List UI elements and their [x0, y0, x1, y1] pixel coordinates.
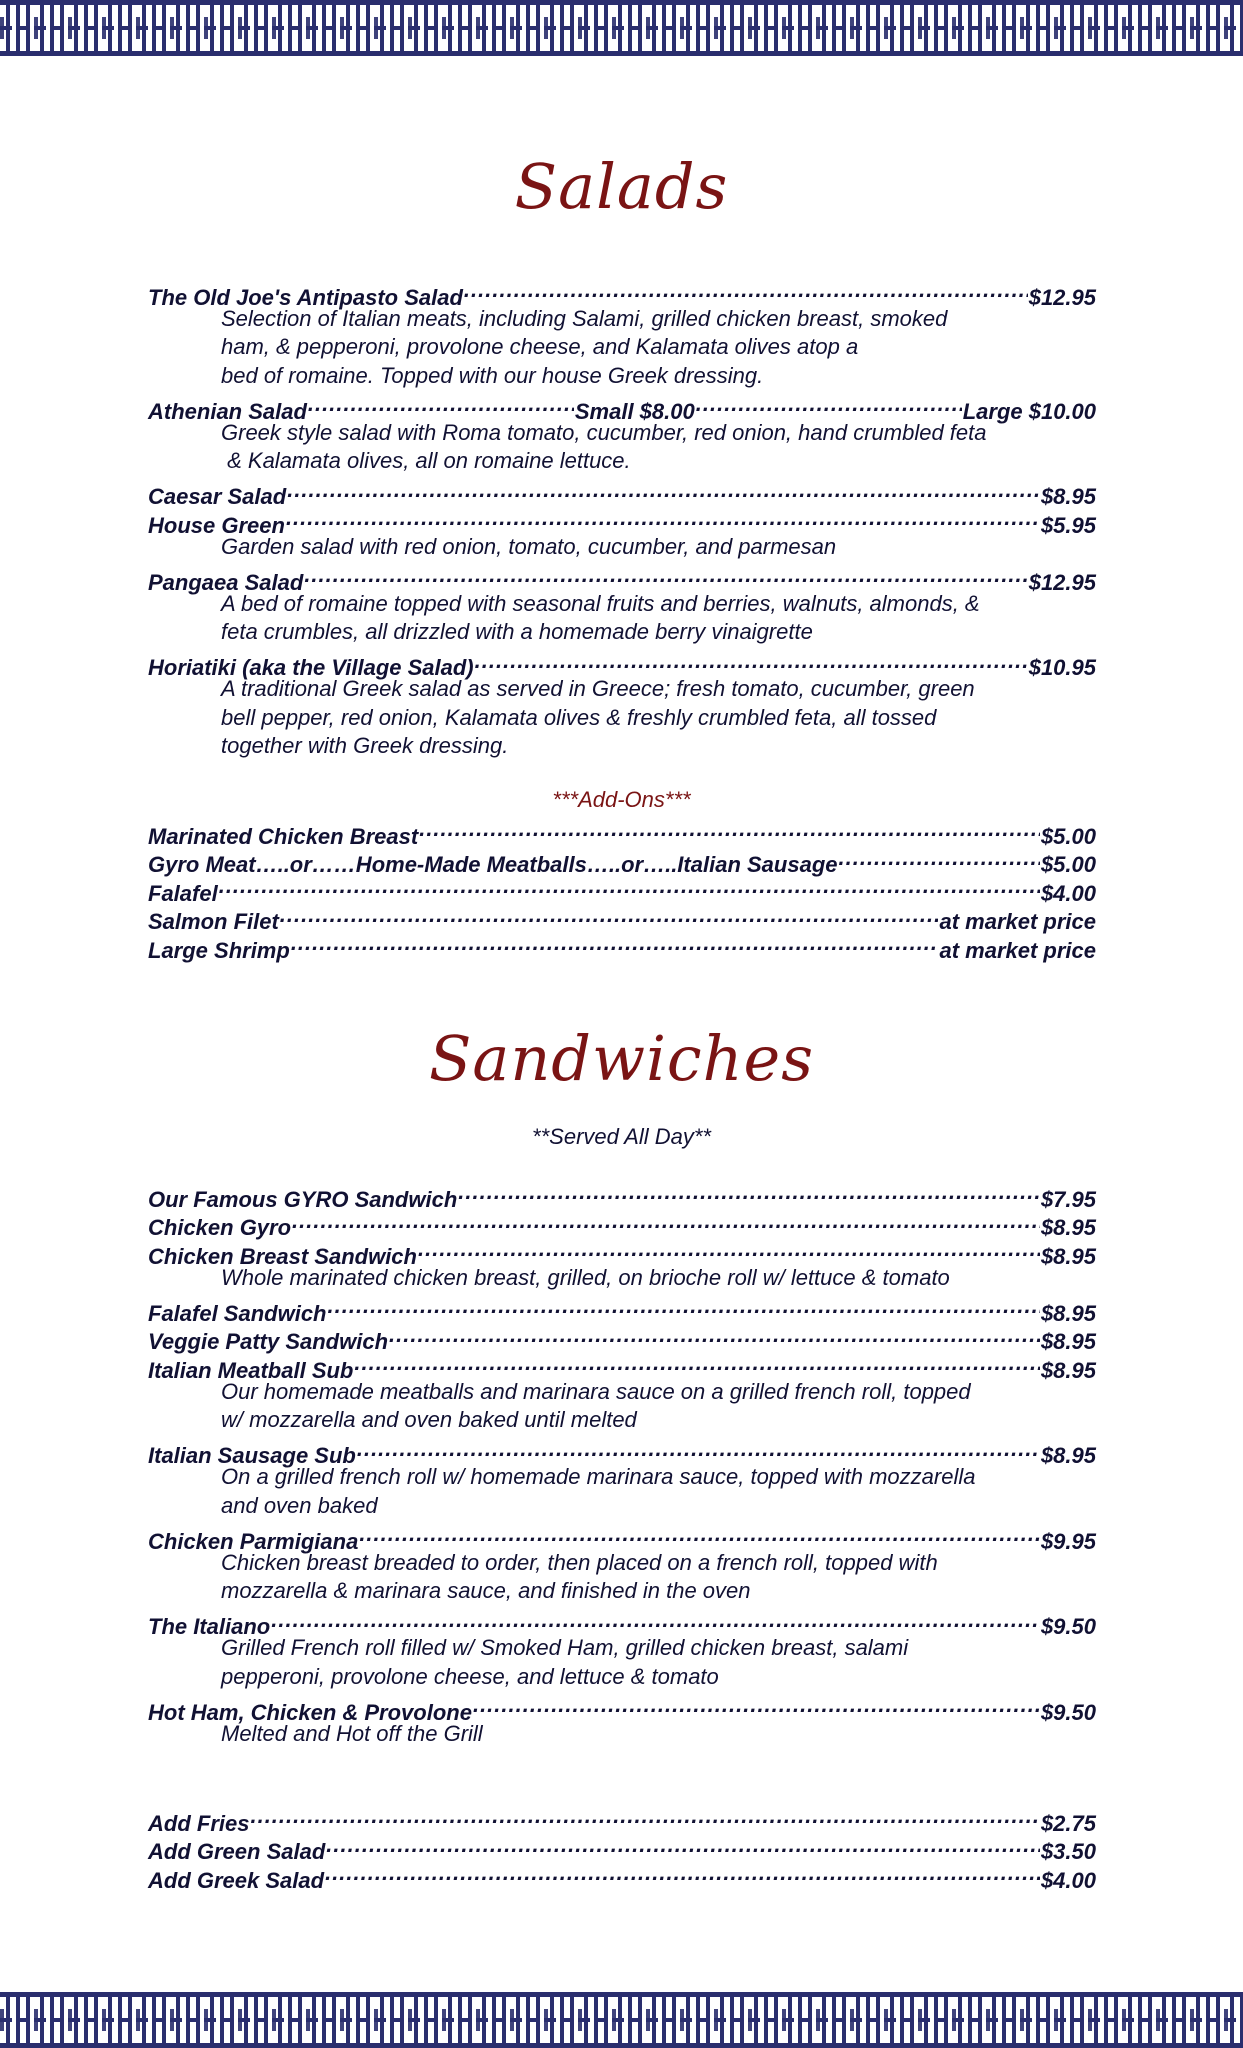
leader-dots [291, 929, 939, 958]
leader-dots [475, 647, 1028, 676]
salads-title: Salads [514, 150, 729, 223]
menu-item-name: Athenian Salad [148, 398, 307, 424]
menu-item-name: Add Fries [148, 1810, 250, 1836]
menu-item-name: Caesar Salad [148, 484, 287, 509]
menu-item-name: Our Famous GYRO Sandwich [148, 1186, 458, 1212]
sandwiches-title: Sandwiches [428, 1022, 815, 1095]
menu-item-description: Greek style salad with Roma tomato, cucumber, red onion, hand crumbled feta [221, 419, 987, 445]
menu-item-name: Salmon Filet [148, 909, 279, 934]
menu-item-price: $8.95 [1040, 1300, 1096, 1326]
menu-item-name: Gyro Meat…..or……Home-Made Meatballs…..or…..Italian Sausage [148, 852, 838, 877]
menu-item-name: Falafel [148, 880, 218, 906]
leader-dots [219, 872, 1040, 901]
leader-dots [286, 504, 1040, 533]
menu-item [148, 901, 1096, 934]
menu-item-description: pepperoni, provolone cheese, and lettuce & tomato [221, 1663, 719, 1689]
leader-dots [359, 1520, 1040, 1549]
menu-item [148, 1292, 1096, 1326]
menu-item-name: Italian Meatball Sub [148, 1357, 354, 1383]
menu-item-description: Garden salad with red onion, tomato, cucumber, and parmesan [221, 533, 837, 559]
menu-item-price: $9.95 [1040, 1528, 1096, 1554]
sandwiches-subtitle: **Served All Day** [532, 1124, 711, 1149]
menu-item-name: Chicken Parmigiana [148, 1528, 359, 1554]
leader-dots [473, 1691, 1040, 1720]
menu-item-price: $12.95 [1028, 284, 1096, 310]
menu-item-name: Falafel Sandwich [148, 1300, 327, 1326]
menu-item-description: A traditional Greek salad as served in Greece; fresh tomato, cucumber, green [221, 676, 975, 701]
menu-item-name: Hot Ham, Chicken & Provolone [148, 1699, 472, 1725]
leader-dots [696, 390, 962, 419]
menu-item-description: bed of romaine. Topped with our house Greek dressing. [221, 362, 764, 388]
menu-item-description: Grilled French roll filled w/ Smoked Ham, grilled chicken breast, salami [221, 1635, 909, 1660]
menu-item-description: ham, & pepperoni, provolone cheese, and Kalamata olives atop a [221, 334, 859, 359]
menu-item-name: Marinated Chicken Breast [148, 823, 419, 849]
menu-item-name: The Italiano [148, 1614, 271, 1639]
menu-item-name: Add Greek Salad [148, 1867, 325, 1893]
menu-item-description: Melted and Hot off the Grill [221, 1720, 483, 1746]
menu-item-price: $8.95 [1040, 1443, 1096, 1468]
menu-item-price: $10.95 [1028, 655, 1096, 680]
salads-menu [148, 276, 1096, 761]
menu-item-name: Large Shrimp [148, 937, 290, 963]
leader-dots [304, 561, 1027, 590]
menu-item [148, 390, 1097, 424]
menu-item-price: $7.95 [1040, 1186, 1096, 1212]
menu-item-description: A bed of romaine topped with seasonal fruits and berries, walnuts, almonds, & [221, 590, 980, 616]
menu-item [148, 561, 1096, 595]
menu-item-description: w/ mozzarella and oven baked until melted [221, 1407, 637, 1432]
leader-dots [458, 1178, 1040, 1207]
leader-dots [308, 390, 574, 419]
menu-item-price: $8.95 [1040, 1215, 1096, 1240]
menu-item-price: at market price [939, 909, 1096, 934]
leader-dots [354, 1349, 1040, 1378]
leader-dots [326, 1831, 1040, 1860]
menu-item-description: mozzarella & marinara sauce, and finished in the oven [221, 1578, 751, 1603]
menu-item-price: $5.95 [1040, 512, 1096, 538]
menu-item-name: Pangaea Salad [148, 569, 304, 595]
leader-dots [250, 1802, 1039, 1831]
menu-item-name: Italian Sausage Sub [148, 1443, 356, 1468]
leader-dots [389, 1321, 1040, 1350]
menu-item-price: $9.50 [1040, 1614, 1096, 1639]
leader-dots [287, 476, 1040, 505]
menu-item [148, 1802, 1096, 1836]
menu-item-description: Selection of Italian meats, including Salami, grilled chicken breast, smoked [221, 305, 948, 331]
menu-item-price: $8.95 [1040, 1357, 1096, 1383]
menu-item-price-small: Small $8.00 [574, 398, 695, 424]
menu-item [148, 872, 1096, 906]
leader-dots [418, 1235, 1040, 1264]
addons-heading: ***Add-Ons*** [552, 787, 691, 812]
sandwiches-menu [148, 1178, 1096, 1748]
leader-dots [292, 1207, 1040, 1236]
menu-item [148, 476, 1096, 509]
menu-item-description: Whole marinated chicken breast, grilled, on brioche roll w/ lettuce & tomato [221, 1264, 950, 1290]
menu-item-description: and oven baked [221, 1492, 378, 1518]
menu-item-price: $4.00 [1040, 880, 1096, 906]
menu-item [148, 1691, 1096, 1725]
menu-item-price: $5.00 [1040, 823, 1096, 849]
menu-item-name: Horiatiki (aka the Village Salad) [148, 655, 474, 680]
menu-item [148, 504, 1096, 538]
leader-dots [419, 815, 1040, 844]
menu-item-price: $8.95 [1040, 1329, 1096, 1354]
menu-item [148, 815, 1096, 849]
menu-item-price: $8.95 [1040, 1243, 1096, 1269]
menu-item-price: $12.95 [1028, 569, 1096, 595]
leader-dots [839, 844, 1040, 873]
menu-item-description: bell pepper, red onion, Kalamata olives & freshly crumbled feta, all tossed [221, 704, 937, 730]
menu-item-description: Our homemade meatballs and marinara sauce on a grilled french roll, topped [221, 1378, 971, 1404]
menu-item-name: Veggie Patty Sandwich [148, 1329, 389, 1354]
menu-item [148, 1606, 1096, 1639]
leader-dots [280, 901, 939, 930]
menu-item [148, 647, 1096, 680]
menu-item-description: & Kalamata olives, all on romaine lettuce. [221, 448, 631, 473]
menu-item-price: $3.50 [1040, 1839, 1096, 1864]
menu-item [148, 1831, 1096, 1864]
leader-dots [464, 276, 1028, 305]
menu-item-price: $4.00 [1040, 1867, 1096, 1893]
extras-menu [148, 1802, 1096, 1893]
menu-item-description: feta crumbles, all drizzled with a homemade berry vinaigrette [221, 619, 813, 644]
greek-key-border-bottom [0, 1992, 1243, 2048]
menu-item-price: $9.50 [1040, 1699, 1096, 1725]
menu-item-name: Add Green Salad [148, 1839, 326, 1864]
menu-item-description: together with Greek dressing. [221, 733, 509, 758]
leader-dots [357, 1435, 1040, 1464]
menu-item-name: Chicken Gyro [148, 1215, 292, 1240]
menu-item [148, 1520, 1096, 1554]
menu-item-price: $2.75 [1040, 1810, 1096, 1836]
menu-item-name: Chicken Breast Sandwich [148, 1243, 417, 1269]
menu-item [148, 1178, 1096, 1212]
menu-item-price: at market price [939, 937, 1096, 963]
menu-item-price: $8.95 [1040, 484, 1096, 509]
leader-dots [271, 1606, 1040, 1635]
menu-item-name: The Old Joe's Antipasto Salad [148, 284, 463, 310]
addons-menu [148, 815, 1096, 963]
menu-item-description: Chicken breast breaded to order, then placed on a french roll, topped with [221, 1549, 938, 1575]
leader-dots [328, 1292, 1040, 1321]
menu-item [148, 276, 1096, 310]
menu-item-price: $5.00 [1040, 852, 1096, 877]
leader-dots [325, 1859, 1040, 1888]
greek-key-border-top [0, 0, 1243, 56]
menu-item-price: Large $10.00 [962, 398, 1097, 424]
menu-item-description: On a grilled french roll w/ homemade marinara sauce, topped with mozzarella [221, 1464, 976, 1489]
menu-item-name: House Green [148, 512, 285, 538]
menu-item [148, 1435, 1096, 1468]
